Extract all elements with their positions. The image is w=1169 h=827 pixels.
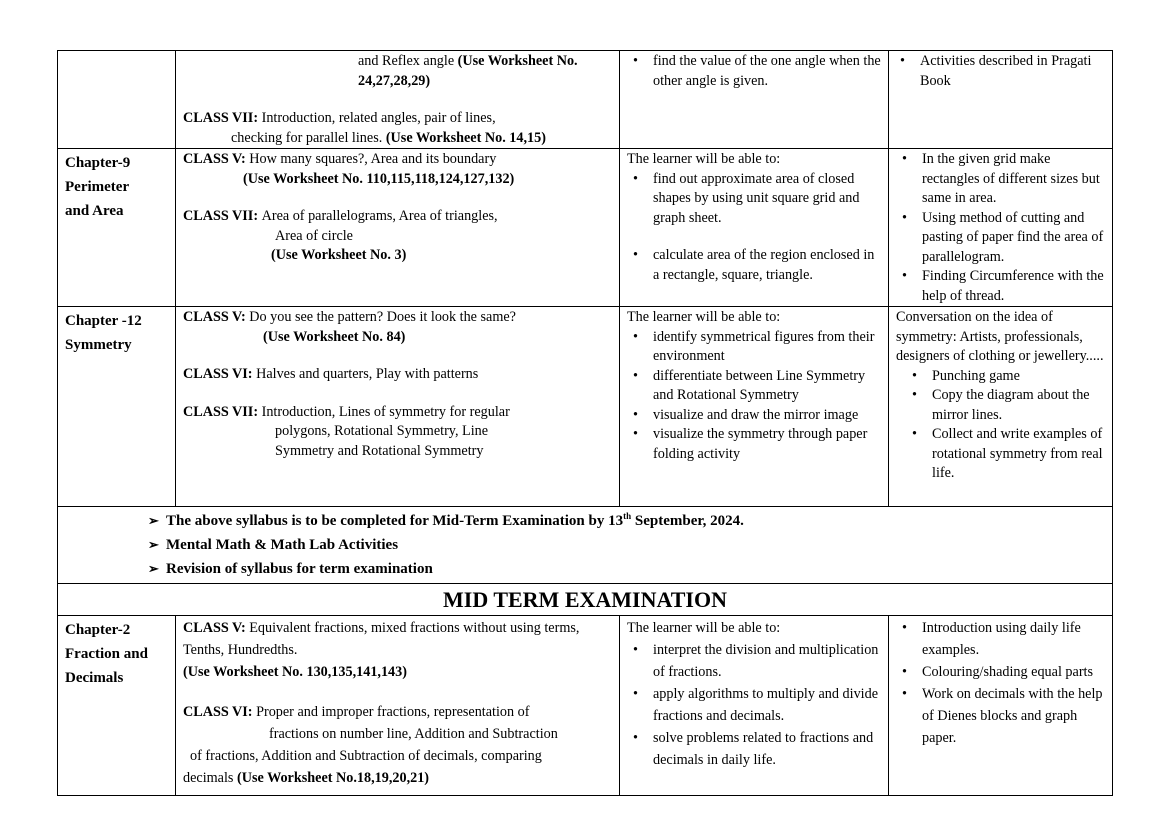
note-item — [148, 509, 1105, 533]
activities-cell — [889, 616, 1113, 796]
list-item: • Finding Circumference with the help of thread. — [922, 267, 1105, 306]
class-label: CLASS V: — [183, 151, 250, 167]
content-line — [183, 227, 612, 247]
content-cell — [176, 149, 620, 307]
outcomes-cell-list — [627, 52, 881, 91]
activities-cell-list — [896, 52, 1105, 91]
content-text: Halves and quarters, Play with patterns — [256, 366, 479, 382]
worksheet-ref: (Use Worksheet No. 84) — [263, 328, 406, 345]
content-line — [183, 150, 612, 170]
list-item: • calculate area of the region enclosed in a rectangle, square, triangle. — [653, 246, 881, 285]
activities-cell-list — [896, 367, 1105, 484]
activities-cell-list — [896, 150, 1105, 306]
class-label: CLASS VII: — [183, 110, 262, 126]
content-text: polygons, Rotational Symmetry, Line — [275, 423, 489, 439]
content-text: fractions on number line, Addition and Subtraction — [269, 726, 558, 742]
syllabus-table-body — [58, 51, 1113, 796]
content-text: Introduction, Lines of symmetry for regular — [261, 403, 510, 420]
class-label: CLASS V: — [183, 309, 250, 325]
activities-cell — [889, 149, 1113, 307]
notes-row — [58, 507, 1113, 584]
note-text: Revision of syllabus for term examination — [166, 561, 433, 577]
outcomes-cell-intro: The learner will be able to: — [627, 620, 781, 636]
chapter-title-line: Symmetry — [65, 337, 132, 353]
content-text: Proper and improper fractions, representation of — [256, 704, 530, 720]
content-text: Area of parallelograms, Area of triangles, — [261, 208, 498, 224]
list-item: • visualize the symmetry through paper folding activity — [653, 425, 881, 464]
chapter-title-line: Fraction and — [65, 646, 148, 662]
activities-cell — [889, 307, 1113, 507]
chapter-title-line: Perimeter — [65, 179, 130, 195]
class-label: CLASS VI: — [183, 704, 257, 720]
content-line — [183, 365, 612, 385]
notes-cell — [58, 507, 1113, 584]
content-text: Do you see the pattern? Does it look the same? — [249, 309, 516, 325]
chapter-cell — [58, 307, 176, 507]
class-label: CLASS VII: — [183, 208, 262, 224]
syllabus-row — [58, 616, 1113, 796]
syllabus-table — [57, 50, 1113, 796]
note-superscript: th — [623, 511, 632, 521]
class-label: CLASS VII: — [183, 403, 262, 420]
worksheet-ref: (Use Worksheet No. 14,15) — [385, 129, 546, 146]
activities-cell-list — [896, 617, 1105, 749]
chapter-title-line: Chapter -12 — [65, 313, 142, 329]
list-item: • Activities described in Pragati Book — [920, 52, 1105, 91]
list-item: • Work on decimals with the help of Dienes blocks and graph paper. — [922, 683, 1105, 749]
outcomes-cell-intro: The learner will be able to: — [627, 151, 781, 167]
worksheet-ref: (Use Worksheet No. 130,135,141,143) — [183, 664, 407, 680]
content-text: Equivalent fractions, mixed fractions without using terms, Tenths, Hundredths. — [183, 620, 580, 658]
list-item: • find out approximate area of closed shapes by using unit square grid and graph sheet. — [653, 170, 881, 229]
chapter-title-line: and Area — [65, 203, 124, 219]
outcomes-cell — [620, 149, 889, 307]
worksheet-ref: (Use Worksheet No. 24,27,28,29) — [358, 53, 578, 89]
list-item: • Collect and write examples of rotational symmetry from real life. — [932, 425, 1105, 484]
note-text: The above syllabus is to be completed for Mid-Term Examination by 13 — [166, 513, 624, 529]
list-item: • apply algorithms to multiply and divide fractions and decimals. — [653, 683, 881, 727]
worksheet-ref: (Use Worksheet No.18,19,20,21) — [236, 770, 430, 786]
spacer — [183, 385, 612, 403]
content-text: and Reflex angle — [358, 53, 458, 69]
content-line — [183, 170, 612, 190]
worksheet-ref: (Use Worksheet No. 3) — [271, 247, 407, 263]
spacer — [183, 189, 612, 207]
list-item: • In the given grid make rectangles of different sizes but same in area. — [922, 150, 1105, 209]
mid-term-row — [58, 584, 1113, 616]
content-text: of fractions, Addition and Subtraction of decimals, comparing — [190, 748, 542, 764]
note-item — [148, 557, 1105, 581]
outcomes-cell — [620, 616, 889, 796]
class-label: CLASS V: — [183, 620, 250, 636]
activities-cell-intro: Conversation on the idea of symmetry: Artists, professionals, designers of clothing or jewellery..... — [896, 309, 1104, 364]
chapter-title-line: Chapter-2 — [65, 622, 131, 638]
content-cell — [176, 307, 620, 507]
outcomes-cell — [620, 51, 889, 149]
note-item — [148, 533, 1105, 557]
list-item: • Introduction using daily life examples. — [922, 617, 1105, 661]
worksheet-ref: (Use Worksheet No. 110,115,118,124,127,132) — [243, 170, 515, 187]
content-line — [183, 129, 612, 149]
syllabus-row — [58, 149, 1113, 307]
spacer — [183, 683, 612, 701]
list-item: • Colouring/shading equal parts — [922, 661, 1105, 683]
content-text: checking for parallel lines. — [231, 129, 386, 146]
list-item: • identify symmetrical figures from their environment — [653, 328, 881, 367]
spacer — [183, 91, 612, 109]
content-line — [183, 442, 612, 462]
content-line — [183, 701, 612, 723]
list-item: • interpret the division and multiplication of fractions. — [653, 639, 881, 683]
content-line — [183, 422, 612, 442]
content-text: decimals — [183, 770, 237, 786]
chapter-title-line: Chapter-9 — [65, 155, 131, 171]
list-item: • differentiate between Line Symmetry and Rotational Symmetry — [653, 367, 881, 406]
content-line — [183, 246, 612, 266]
syllabus-row — [58, 307, 1113, 507]
content-cell — [176, 616, 620, 796]
mid-term-heading: MID TERM EXAMINATION — [58, 584, 1113, 616]
content-text: Introduction, related angles, pair of lines, — [261, 110, 496, 126]
class-label: CLASS VI: — [183, 366, 257, 382]
content-line — [183, 403, 612, 423]
content-line — [183, 207, 612, 227]
content-text: Area of circle — [275, 227, 353, 244]
outcomes-cell-list — [627, 170, 881, 286]
content-line — [183, 723, 612, 745]
content-line — [183, 617, 612, 661]
activities-cell — [889, 51, 1113, 149]
content-line — [183, 661, 612, 683]
outcomes-cell — [620, 307, 889, 507]
list-item: • Copy the diagram about the mirror lines. — [932, 386, 1105, 425]
content-line — [183, 328, 612, 348]
chapter-cell — [58, 51, 176, 149]
content-text: Symmetry and Rotational Symmetry — [275, 442, 484, 459]
list-item: • find the value of the one angle when the other angle is given. — [653, 52, 881, 91]
chapter-cell — [58, 149, 176, 307]
note-text: Mental Math & Math Lab Activities — [166, 537, 399, 553]
content-cell — [176, 51, 620, 149]
list-item: • visualize and draw the mirror image — [653, 406, 881, 426]
chapter-cell — [58, 616, 176, 796]
content-line — [183, 767, 612, 789]
outcomes-cell-intro: The learner will be able to: — [627, 309, 781, 325]
content-line — [183, 52, 612, 91]
note-tail: September, 2024. — [631, 513, 744, 529]
outcomes-cell-list — [627, 328, 881, 465]
outcomes-cell-list — [627, 639, 881, 771]
chapter-title-line: Decimals — [65, 670, 124, 686]
content-line — [183, 745, 612, 767]
list-item: • solve problems related to fractions and decimals in daily life. — [653, 727, 881, 771]
list-item: • Using method of cutting and pasting of paper find the area of parallelogram. — [922, 209, 1105, 268]
content-text: How many squares?, Area and its boundary — [249, 151, 497, 167]
list-item: • Punching game — [932, 367, 1105, 387]
content-line — [183, 308, 612, 328]
spacer — [183, 347, 612, 365]
syllabus-row — [58, 51, 1113, 149]
content-line — [183, 109, 612, 129]
